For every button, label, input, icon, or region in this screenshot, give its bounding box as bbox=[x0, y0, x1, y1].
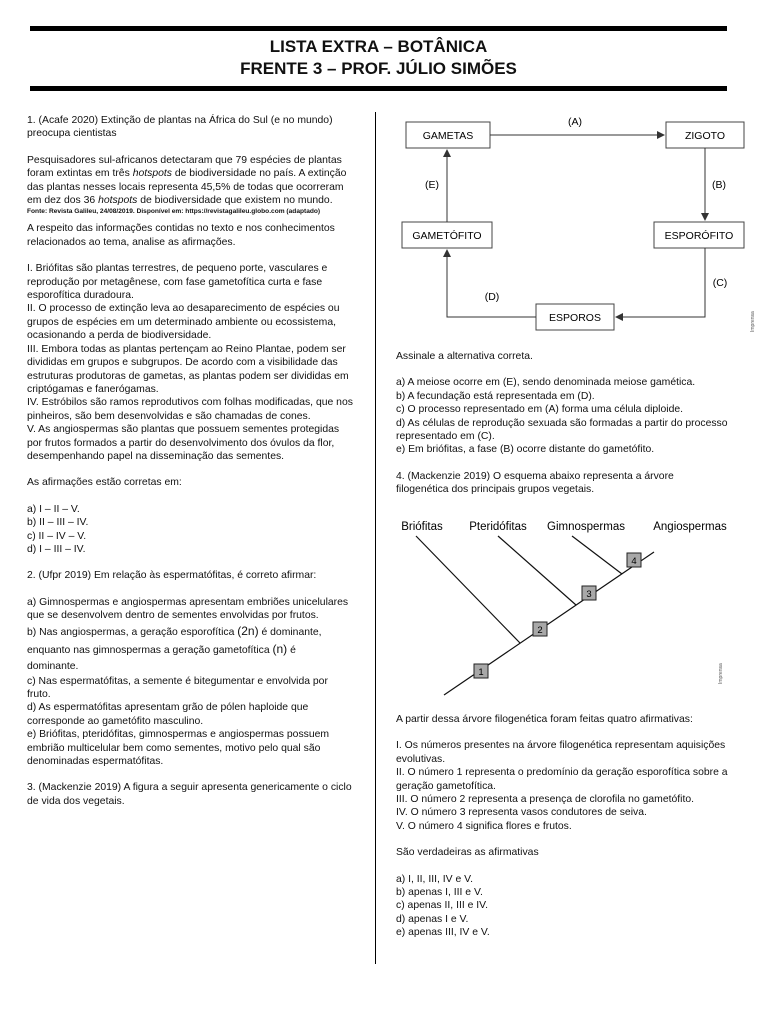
diagram-credit: Imprensa bbox=[750, 311, 756, 332]
question-3-intro bbox=[27, 781, 353, 808]
q1-hotspots-1: hotspots bbox=[132, 168, 172, 180]
label-e: (E) bbox=[425, 179, 439, 191]
q1-prompt: As afirmações estão corretas em: bbox=[27, 477, 182, 489]
q4-option-a: a) I, II, III, IV e V. bbox=[396, 873, 474, 885]
right-column-q4 bbox=[396, 713, 728, 940]
q4-statement-1: I. Os números presentes na árvore filogenética representam aquisições evolutivas. bbox=[396, 740, 726, 765]
node-1 bbox=[474, 664, 488, 678]
page-header bbox=[30, 36, 727, 80]
svg-text:GAMETÓFITO: GAMETÓFITO bbox=[412, 230, 482, 242]
label-gimnospermas: Gimnospermas bbox=[547, 521, 625, 533]
esporofito-box bbox=[654, 222, 744, 248]
q1-option-a: a) I – II – V. bbox=[27, 503, 80, 515]
q1-statement-5: V. As angiospermas são plantas que possuem sementes protegidas por frutos formados a partir do desenvolvimento dos óvulos da flor, desempenhando papel na disseminação das sementes. bbox=[27, 424, 340, 462]
q4-heading: 4. (Mackenzie 2019) O esquema abaixo representa a árvore filogenética dos principais grupos vegetais. bbox=[396, 470, 674, 496]
column-divider bbox=[375, 112, 376, 964]
label-angiospermas: Angiospermas bbox=[653, 521, 727, 533]
svg-text:GAMETAS: GAMETAS bbox=[422, 130, 474, 142]
q4-option-e: e) apenas III, IV e V. bbox=[396, 927, 490, 939]
q4-option-c: c) apenas II, III e IV. bbox=[396, 900, 489, 912]
q3-prompt: Assinale a alternativa correta. bbox=[396, 351, 533, 362]
q2-b-n: (n) bbox=[272, 641, 288, 656]
q1-option-d: d) I – III – IV. bbox=[27, 543, 86, 555]
branch-gimnospermas bbox=[572, 536, 622, 574]
svg-text:ESPOROS: ESPOROS bbox=[549, 312, 601, 324]
svg-text:2: 2 bbox=[537, 625, 543, 636]
q3-option-c: c) O processo representado em (A) forma uma célula diploide. bbox=[396, 404, 684, 416]
svg-text:ZIGOTO: ZIGOTO bbox=[684, 130, 726, 142]
q1-intro: A respeito das informações contidas no texto e nos conhecimentos relacionados ao tema, analise as afirmações. bbox=[27, 223, 335, 248]
question-1 bbox=[27, 114, 353, 556]
q3-option-b: b) A fecundação está representada em (D). bbox=[396, 390, 595, 402]
question-2 bbox=[27, 569, 353, 768]
svg-text:3: 3 bbox=[586, 589, 592, 600]
label-briofitas: Briófitas bbox=[401, 521, 443, 533]
q4-intro: A partir dessa árvore filogenética foram feitas quatro afirmativas: bbox=[396, 714, 693, 725]
branch-briofitas bbox=[416, 536, 520, 643]
q4-statement-5: V. O número 4 significa flores e frutos. bbox=[396, 820, 572, 832]
esporos-box bbox=[536, 304, 614, 330]
label-c: (C) bbox=[712, 277, 728, 289]
q1-hotspots-2: hotspots bbox=[98, 195, 138, 207]
label-d: (D) bbox=[484, 291, 500, 303]
node-2 bbox=[533, 622, 547, 636]
q2-option-c: c) Nas espermatófitas, a semente é bitegumentar e envolvida por fruto. bbox=[27, 675, 328, 700]
q1-statement-4: IV. Estróbilos são ramos reprodutivos com folhas modificadas, que nos pinheiros, são bem desenvolvidas e são chamadas de cones. bbox=[27, 397, 353, 422]
label-a: (A) bbox=[568, 116, 582, 128]
q4-statement-3: III. O número 2 representa a presença de clorofila no gametófito. bbox=[396, 794, 695, 806]
node-4 bbox=[627, 553, 641, 567]
q1-statement-2: II. O processo de extinção leva ao desaparecimento de espécies ou grupos de espécies em um determinado ambiente ou ecossistema, ocasionando a perda de biodiversidade. bbox=[27, 303, 340, 342]
q1-statement-3: III. Embora todas as plantas pertençam ao Reino Plantae, podem ser divididas em grupos e subgrupos. De acordo com a visibilidade das estruturas produtoras de gametas, as plantas podem ser divididas em criptógamas e fanerógamas. bbox=[27, 343, 349, 395]
svg-text:ESPORÓFITO: ESPORÓFITO bbox=[664, 230, 734, 242]
arrow-d bbox=[447, 250, 536, 317]
page-subtitle: FRENTE 3 – PROF. JÚLIO SIMÕES bbox=[240, 59, 517, 78]
svg-text:4: 4 bbox=[631, 556, 637, 567]
q1-option-b: b) II – III – IV. bbox=[27, 517, 89, 529]
zigoto-box bbox=[666, 122, 744, 148]
q3-option-d: d) As células de reprodução sexuada são formadas a partir do processo representado em (C). bbox=[396, 417, 728, 443]
top-rule bbox=[30, 26, 727, 31]
q4-option-b: b) apenas I, III e V. bbox=[396, 887, 483, 899]
right-column-q3 bbox=[396, 350, 728, 497]
gametas-box bbox=[406, 122, 490, 148]
tree-credit: Imprensa bbox=[718, 663, 724, 684]
svg-text:1: 1 bbox=[478, 667, 484, 678]
arrow-c bbox=[616, 248, 705, 317]
q4-prompt: São verdadeiras as afirmativas bbox=[396, 847, 539, 859]
q2-option-b: b) Nas angiospermas, a geração esporofítica (2n) é dominante, enquanto nas gimnospermas a geração gametofítica (n) é dominante. bbox=[27, 623, 322, 672]
q2-option-d: d) As espermatófitas apresentam grão de pólen haploide que corresponde ao gametófito masculino. bbox=[27, 702, 309, 727]
left-column bbox=[27, 114, 353, 808]
q3-option-e: e) Em briófitas, a fase (B) ocorre distante do gametófito. bbox=[396, 444, 655, 456]
q1-statement-1: I. Briófitas são plantas terrestres, de pequeno porte, vasculares e reprodução por metagênese, com fase gametofítica curta e fase esporofítica duradoura. bbox=[27, 263, 328, 302]
label-b: (B) bbox=[712, 179, 726, 191]
q1-option-c: c) II – IV – V. bbox=[27, 530, 87, 542]
node-3 bbox=[582, 586, 596, 600]
label-pteridofitas: Pteridófitas bbox=[469, 521, 527, 533]
branch-pteridofitas bbox=[498, 536, 576, 605]
q1-text: Pesquisadores sul-africanos detectaram que 79 espécies de plantas foram extintas em três hotspots de biodiversidade no país. A extinção das plantas nesses locais representa 45,5% de todas que ocorreram em dez dos 36 hotspots de biodiversidade que existem no mundo. bbox=[27, 154, 347, 207]
q3-option-a: a) A meiose ocorre em (E), sendo denominada meiose gamética. bbox=[396, 377, 696, 389]
q1-heading: 1. (Acafe 2020) Extinção de plantas na África do Sul (e no mundo) preocupa cientistas bbox=[27, 115, 333, 140]
q1-source: Fonte: Revista Galileu, 24/08/2019. Disponível em: https://revistagalileu.globo.com (adaptado) bbox=[27, 208, 321, 216]
q2-heading: 2. (Ufpr 2019) Em relação às espermatófitas, é correto afirmar: bbox=[27, 570, 317, 582]
phylogenetic-tree bbox=[396, 512, 728, 702]
q4-option-d: d) apenas I e V. bbox=[396, 913, 469, 925]
q4-statement-4: IV. O número 3 representa vasos condutores de seiva. bbox=[396, 807, 647, 819]
bottom-rule bbox=[30, 86, 727, 91]
page-title: LISTA EXTRA – BOTÂNICA bbox=[269, 37, 488, 56]
life-cycle-diagram bbox=[396, 110, 756, 350]
q2-b-2n: (2n) bbox=[237, 623, 259, 638]
gametofito-box bbox=[402, 222, 492, 248]
q3-heading: 3. (Mackenzie 2019) A figura a seguir apresenta genericamente o ciclo de vida dos vegetais. bbox=[27, 782, 352, 807]
q2-option-a: a) Gimnospermas e angiospermas apresentam embriões unicelulares que se desenvolvem dentro de sementes envolvidas por frutos. bbox=[27, 596, 349, 622]
q4-statement-2: II. O número 1 representa o predomínio da geração esporofítica sobre a geração gametofítica. bbox=[396, 767, 728, 792]
q2-option-e: e) Briófitas, pteridófitas, gimnospermas e angiospermas possuem embrião multicelular bem como sementes, motivo pelo qual são denominadas espermatófitas. bbox=[27, 729, 330, 768]
